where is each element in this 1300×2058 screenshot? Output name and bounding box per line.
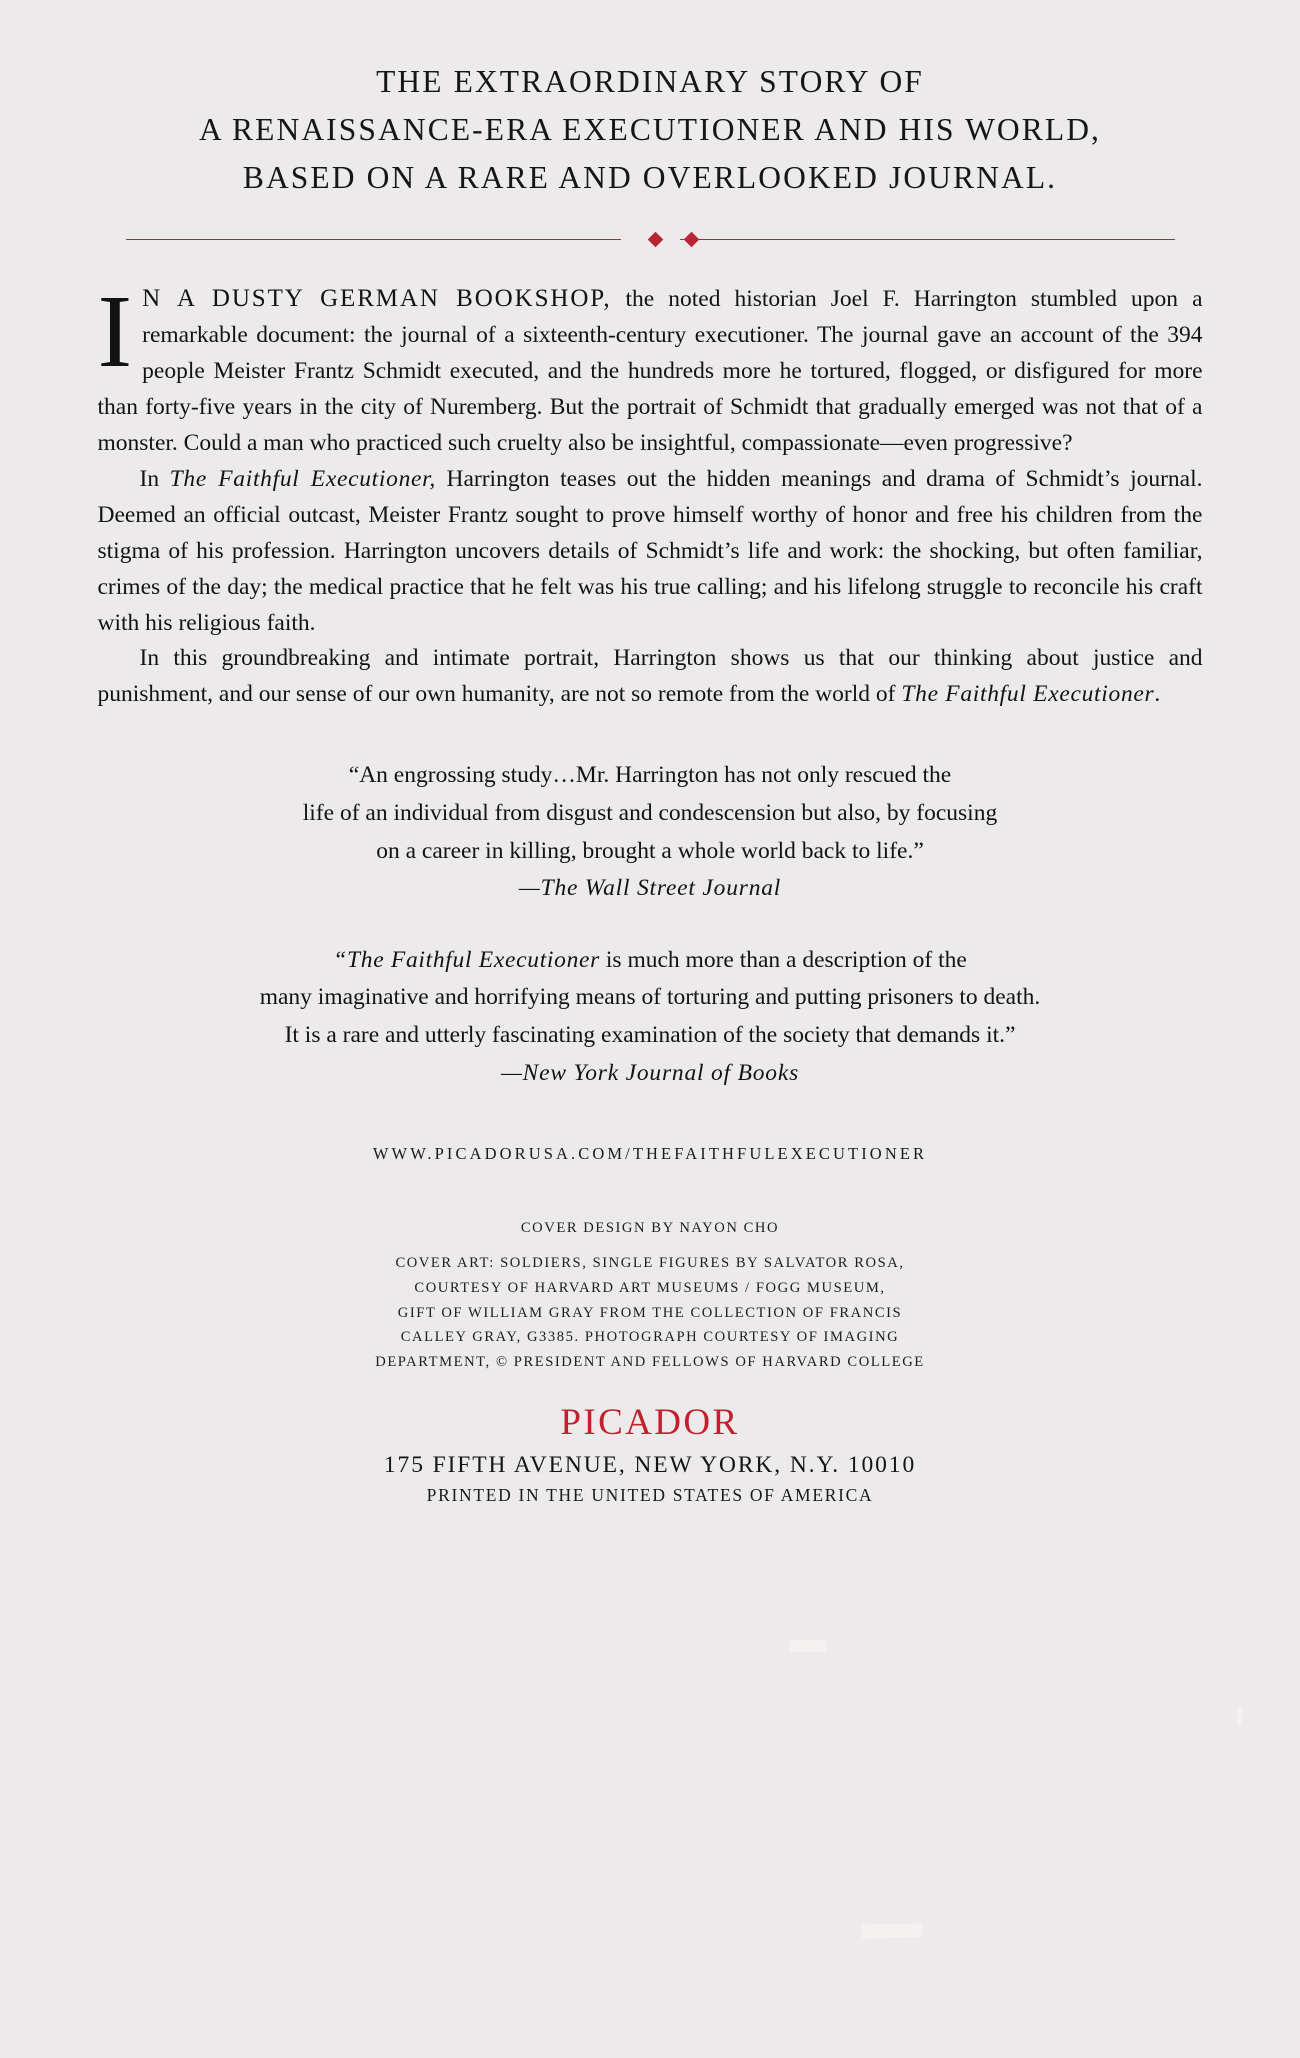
headline	[65, 58, 1235, 202]
blurb-1	[150, 757, 1150, 907]
decorative-divider	[98, 230, 1203, 250]
blurb-2-line-3: It is a rare and utterly fascinating examination of the society that demands it.”	[284, 1021, 1016, 1048]
opening-small-caps: N A DUSTY GERMAN BOOKSHOP,	[142, 284, 612, 312]
credits-spacer	[65, 1241, 1235, 1251]
divider-diamond-left-icon	[647, 231, 663, 247]
cover-credits	[65, 1216, 1235, 1375]
paragraph-2-lead: In	[139, 465, 170, 492]
paragraph-2	[98, 462, 1203, 642]
cover-art-credit-line-3: GIFT OF WILLIAM GRAY FROM THE COLLECTION OF FRANCIS	[397, 1304, 903, 1321]
publisher-address: 175 FIFTH AVENUE, NEW YORK, N.Y. 10010	[383, 1451, 917, 1478]
paragraph-2-text: Harrington teases out the hidden meanings and drama of Schmidt’s journal. Deemed an official outcast, Meister Frantz sought to prove himself worthy of honor and free his children from the stigma of his profession. Harrington uncovers details of Schmidt’s life and work: the shocking, but often familiar, crimes of the day; the medical practice that he felt was his true calling; and his lifelong struggle to reconcile his craft with his religious faith.	[97, 465, 1203, 636]
scan-artifact-3	[862, 1923, 922, 1939]
cover-design-credit: COVER DESIGN BY NAYON CHO	[520, 1220, 780, 1237]
book-back-cover	[0, 58, 1300, 2058]
drop-cap: I	[97, 273, 133, 389]
cover-art-credit-line-4: CALLEY GRAY, G3385. PHOTOGRAPH COURTESY OF IMAGING	[400, 1329, 900, 1346]
blurb-1-line-2: life of an individual from disgust and condescension but also, by focusing	[302, 799, 998, 826]
blurb-1-line-1: “An engrossing study…Mr. Harrington has not only rescued the	[348, 762, 952, 789]
headline-line-1: THE EXTRAORDINARY STORY OF	[376, 64, 924, 99]
blurb-1-line-3: on a career in killing, brought a whole world back to life.”	[376, 837, 924, 864]
blurb-2-line-2: many imaginative and horrifying means of torturing and putting prisoners to death.	[259, 984, 1041, 1011]
cover-art-credit-line-5: DEPARTMENT, © PRESIDENT AND FELLOWS OF HARVARD COLLEGE	[375, 1354, 925, 1371]
paragraph-1	[97, 273, 1203, 462]
book-title-inline-1: The Faithful Executioner,	[169, 465, 436, 492]
review-blurbs	[150, 757, 1150, 1092]
paragraph-3	[98, 641, 1203, 713]
publisher-url[interactable]: WWW.PICADORUSA.COM/THEFAITHFULEXECUTIONER	[372, 1144, 928, 1164]
description-copy	[97, 273, 1203, 714]
divider-line-left	[126, 239, 621, 240]
paragraph-3-period: .	[1154, 681, 1161, 708]
cover-art-credit-line-2: COURTESY OF HARVARD ART MUSEUMS / FOGG MUSEUM,	[414, 1279, 886, 1296]
publisher-imprint-logo: PICADOR	[560, 1401, 740, 1443]
printed-in-notice: PRINTED IN THE UNITED STATES OF AMERICA	[426, 1484, 874, 1505]
cover-art-credit-line-1: COVER ART: SOLDIERS, SINGLE FIGURES BY SALVATOR ROSA,	[395, 1254, 905, 1271]
headline-line-2: A RENAISSANCE-ERA EXECUTIONER AND HIS WORLD,	[198, 111, 1102, 147]
headline-line-3: BASED ON A RARE AND OVERLOOKED JOURNAL.	[242, 159, 1058, 195]
blurb-2	[150, 942, 1150, 1092]
scan-artifact-2	[1237, 1708, 1242, 1726]
divider-line-right	[680, 239, 1175, 240]
blurb-2-book-title: “The Faithful Executioner	[333, 946, 601, 973]
blurb-2-line-1-rest: is much more than a description of the	[600, 946, 967, 973]
scan-artifact-1	[790, 1639, 826, 1652]
paragraph-3-text: In this groundbreaking and intimate portrait, Harrington shows us that our thinking about justice and punishment, and our sense of our own humanity, are not so remote from the world of	[97, 645, 1203, 708]
blurb-2-line-1	[150, 942, 1150, 980]
blurb-2-attribution: —New York Journal of Books	[500, 1059, 800, 1086]
book-title-inline-2: The Faithful Executioner	[901, 681, 1155, 708]
paragraph-1-text: the noted historian Joel F. Harrington stumbled upon a remarkable document: the journal of a sixteenth-century executioner. The journal gave an account of the 394 people Meister Frantz Schmidt executed, and the hundreds more he tortured, flogged, or disfigured for more than forty-five years in the city of Nuremberg. But the portrait of Schmidt that gradually emerged was not that of a monster. Could a man who practiced such cruelty also be insightful, compassionate—even progressive?	[97, 285, 1203, 456]
blurb-1-attribution: —The Wall Street Journal	[518, 875, 782, 902]
